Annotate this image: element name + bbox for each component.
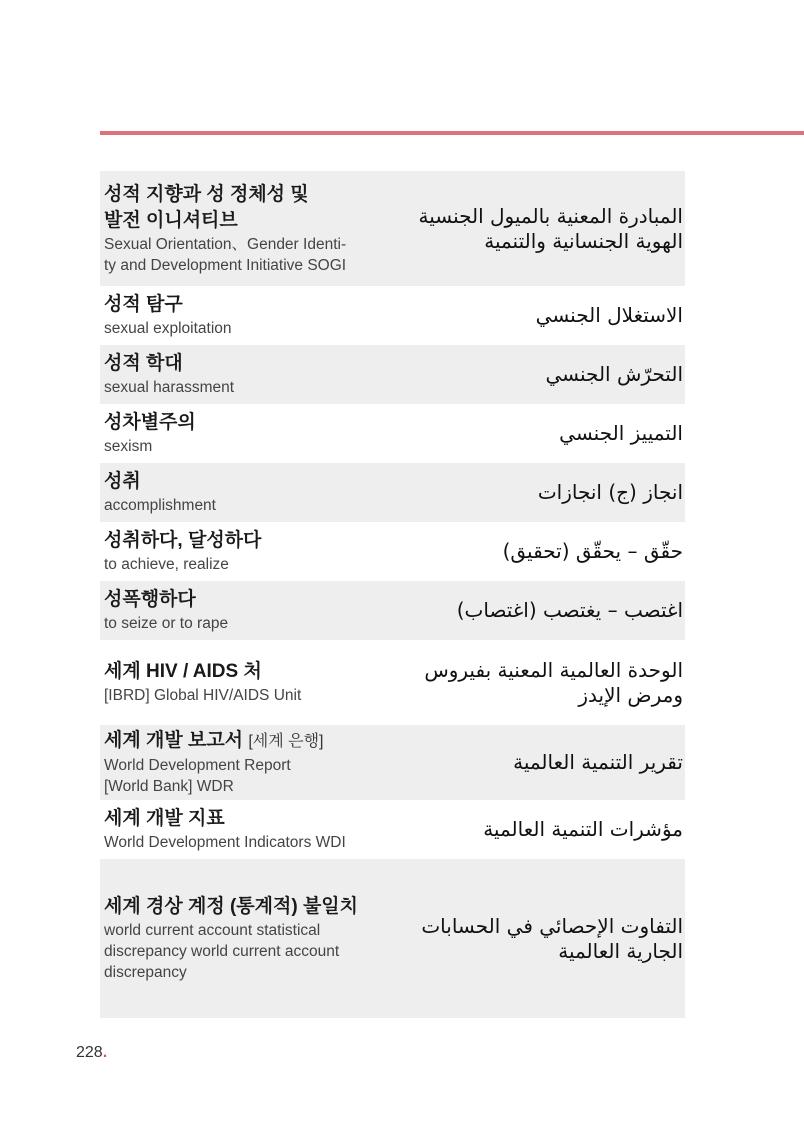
english-term: [World Bank] WDR xyxy=(104,778,234,795)
korean-term: 성적 탐구 xyxy=(104,294,183,315)
english-term: discrepancy world current account xyxy=(104,943,340,960)
entry-terms xyxy=(104,659,394,706)
arabic-term: حقّق – يحقّق (تحقيق) xyxy=(502,539,683,563)
glossary-entry xyxy=(100,581,685,640)
entry-terms xyxy=(104,587,394,634)
arabic-term: التمييز الجنسي xyxy=(559,421,683,445)
english-term: World Development Report xyxy=(104,757,291,774)
arabic-term-line: ومرض الإيدز xyxy=(578,682,683,707)
top-accent-rule xyxy=(100,131,804,135)
english-term: sexual exploitation xyxy=(104,320,232,337)
arabic-term-line: التفاوت الإحصائي في الحسابات xyxy=(421,913,683,938)
entry-terms xyxy=(104,469,394,516)
arabic-term: انجاز (ج) انجازات xyxy=(537,480,683,504)
glossary-entry xyxy=(100,463,685,522)
english-term: accomplishment xyxy=(104,497,216,514)
arabic-term: التحرّش الجنسي xyxy=(545,362,683,386)
glossary-entry xyxy=(100,404,685,463)
korean-term: 발전 이니셔티브 xyxy=(104,209,238,231)
glossary-entry xyxy=(100,345,685,404)
arabic-term-line: الوحدة العالمية المعنية بفيروس xyxy=(424,657,683,682)
arabic-term-line: الجارية العالمية xyxy=(558,938,683,963)
arabic-term xyxy=(394,204,685,254)
arabic-term: اغتصب – يغتصب (اغتصاب) xyxy=(456,598,683,622)
english-term: ty and Development Initiative SOGI xyxy=(104,256,347,274)
arabic-term xyxy=(394,914,685,964)
korean-term xyxy=(104,728,394,755)
english-term: discrepancy xyxy=(104,964,187,981)
arabic-term-line: الهوية الجنسانية والتنمية xyxy=(484,228,683,253)
glossary-entry xyxy=(100,800,685,859)
entry-terms xyxy=(104,182,394,276)
entry-terms xyxy=(104,894,394,983)
glossary-entry xyxy=(100,640,685,725)
english-term: world current account statistical xyxy=(104,922,321,939)
entry-terms xyxy=(104,528,394,575)
korean-term: 성취하다, 달성하다 xyxy=(104,530,262,551)
entry-terms xyxy=(104,806,394,853)
korean-term: 성폭행하다 xyxy=(104,589,196,610)
glossary-entry xyxy=(100,286,685,345)
korean-term: 성차별주의 xyxy=(104,412,196,433)
entry-terms xyxy=(104,410,394,457)
english-term: to seize or to rape xyxy=(104,615,229,632)
page-number xyxy=(76,1044,107,1062)
korean-term-text: 세계 개발 보고서 xyxy=(104,730,244,751)
english-term: sexism xyxy=(104,438,153,455)
korean-term: 성취 xyxy=(104,471,141,492)
korean-term: 성적 학대 xyxy=(104,353,183,374)
arabic-term: تقرير التنمية العالمية xyxy=(513,750,683,774)
korean-term: 세계 경상 계정 (통계적) 불일치 xyxy=(104,896,359,917)
english-term: World Development Indicators WDI xyxy=(104,834,346,851)
page-number-dot: . xyxy=(102,1044,108,1061)
arabic-term-line: المبادرة المعنية بالميول الجنسية xyxy=(418,203,683,228)
english-term: Sexual Orientation、Gender Identi- xyxy=(104,235,347,253)
korean-term: 세계 개발 지표 xyxy=(104,808,225,829)
arabic-term: الاستغلال الجنسي xyxy=(535,303,683,327)
glossary-entry xyxy=(100,725,685,800)
korean-term: 세계 HIV / AIDS 처 xyxy=(104,661,262,682)
korean-term-note: [세계 은행] xyxy=(248,733,324,750)
page-number-text: 228 xyxy=(76,1044,103,1061)
korean-term: 성적 지향과 성 정체성 및 xyxy=(104,183,309,205)
arabic-term xyxy=(394,658,685,708)
glossary-entry xyxy=(100,859,685,1018)
entry-terms xyxy=(104,292,394,339)
english-term: to achieve, realize xyxy=(104,556,229,573)
glossary-entry xyxy=(100,522,685,581)
english-term: [IBRD] Global HIV/AIDS Unit xyxy=(104,687,302,704)
glossary-entry xyxy=(100,171,685,286)
glossary-table xyxy=(100,171,685,1018)
english-term: sexual harassment xyxy=(104,379,235,396)
entry-terms xyxy=(104,728,394,797)
entry-terms xyxy=(104,351,394,398)
arabic-term: مؤشرات التنمية العالمية xyxy=(483,817,683,841)
